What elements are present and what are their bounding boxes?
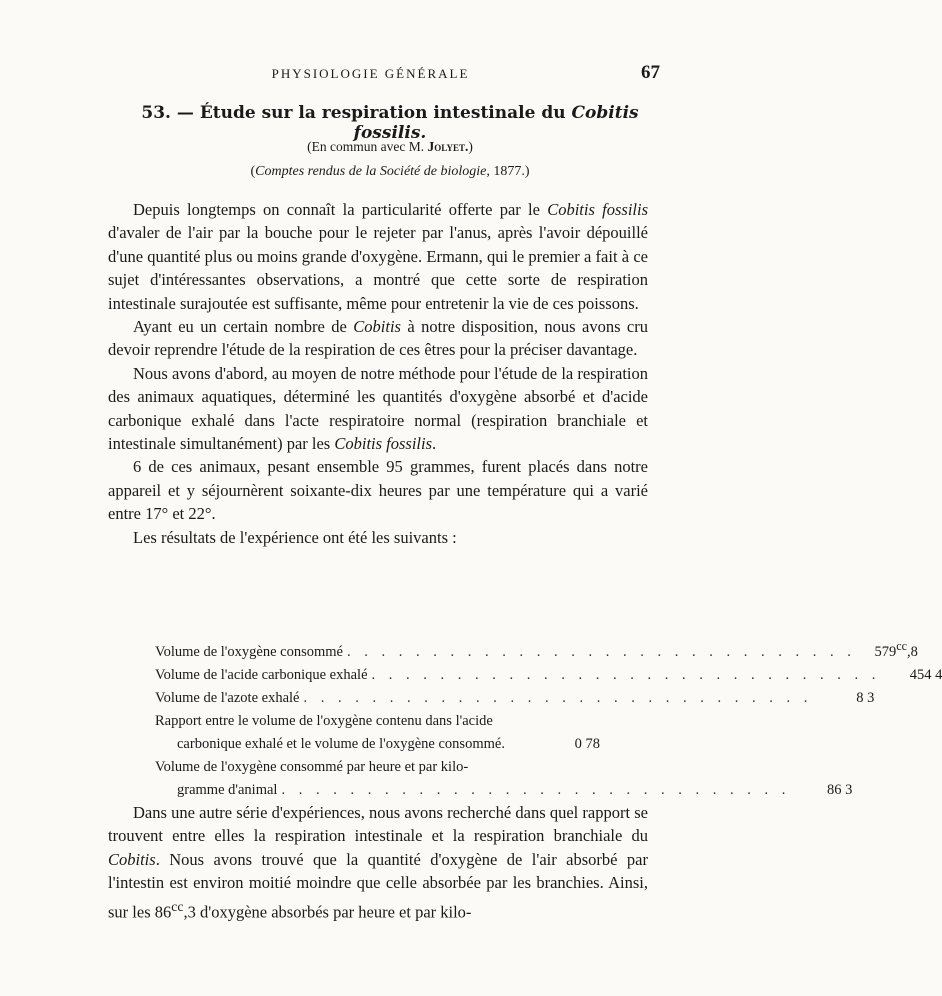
article-title-species: Cobitis fossilis. [353,103,639,143]
result-value: 0 78 [574,735,600,752]
p2-text-a: Ayant eu un certain nombre de [133,317,354,337]
result-label: Volume de l'acide carbonique exhalé [155,666,368,683]
result-row-co2 [155,664,942,687]
p2-species: Cobitis [353,317,401,337]
value-decimal: ,8 [907,643,918,660]
p6-unit: cc [171,898,184,914]
page-number: 67 [641,62,660,83]
source-year: 1877.) [493,164,530,179]
article-title [110,103,670,143]
leader-dots: . . . . . . . . . . . . . . . . . . . . . . . . . . . . . . [347,643,856,660]
p6-species: Cobitis [108,849,156,869]
p6-text-b: . Nous avons trouvé que la quantité d'oxygène de l'air absorbé par l'intestin est environ moitié moindre que celle absorbée par les branchies. Ainsi, sur les 86 [108,849,648,922]
value-main: 579 [874,643,897,660]
result-label: Volume de l'oxygène consommé [155,643,343,660]
result-row-ratio [155,733,600,756]
result-label: gramme d'animal [177,781,278,798]
p1-text-a: Depuis longtemps on connaît la particularité offerte par le [133,200,548,219]
collab-suffix: ) [468,139,473,154]
value-unit: cc [896,639,907,653]
p3-text-a: Nous avons d'abord, au moyen de notre méthode pour l'étude de la respiration des animaux aquatiques, déterminé les quantités d'oxygène absorbé et d'acide carbonique exhalé dans l'acte respiratoire normal (respiration branchiale et intestinale simultanément) par les [108,363,648,454]
article-number: 53. — [141,103,194,123]
running-head [100,62,660,84]
result-value: 454 4 [909,666,942,683]
p3-text-b: . [432,434,437,454]
p1-species: Cobitis fossilis [547,200,648,219]
result-label: carbonique exhalé et le volume de l'oxygène consommé. [177,735,505,752]
result-row-oxygen [155,635,918,664]
result-value [860,635,918,664]
collab-prefix: (En commun avec M. [307,139,425,154]
result-value: 86 3 [826,781,853,798]
collaboration-note [110,139,670,155]
source-journal: Comptes rendus de la Société de biologie, [255,164,490,179]
source-open: ( [250,164,256,179]
leader-dots: . . . . . . . . . . . . . . . . . . . . . . . . . . . . . . [303,689,813,706]
results-table [155,635,942,802]
p1-text-b: d'avaler de l'air par la bouche pour le rejeter par l'anus, après l'avoir dépouillé d'une quantité plus ou moins grande d'oxygène. Ermann, qui le premier a fait à ce sujet d'intéressantes observations, a montré que cette sorte de respiration intestinale surajoutée est suffisante, même pour entretenir la vie de ces poissons. [108,223,648,313]
paragraph-4: 6 de ces animaux, pesant ensemble 95 grammes, furent placés dans notre appareil et y séjournèrent soixante-dix heures par une température qui a varié entre 17° et 22°. [108,457,648,524]
ratio-label-line-1: Rapport entre le volume de l'oxygène contenu dans l'acide [155,712,493,729]
body-upper [108,198,648,549]
result-row-nitrogen [155,687,875,710]
paragraph-6 [108,801,648,924]
running-head-title: PHYSIOLOGIE GÉNÉRALE [271,66,470,81]
leader-dots: . . . . . . . . . . . . . . . . . . . . . . . . . . . . . . [281,781,791,798]
paragraph-1 [108,198,648,315]
hourly-label-line-1: Volume de l'oxygène consommé par heure et par kilo- [155,758,469,775]
source-citation [110,164,670,180]
p6-text-c: ,3 d'oxygène absorbés par heure et par kilo- [183,902,472,922]
article-title-main: Étude sur la respiration intestinale du [199,103,566,123]
result-value: 8 3 [856,689,875,706]
p6-text-a: Dans une autre série d'expériences, nous avons recherché dans quel rapport se trouvent entre elles la respiration intestinale et la respiration branchiale du [108,803,648,846]
result-label: Volume de l'azote exhalé [155,689,300,706]
paragraph-5: Les résultats de l'expérience ont été les suivants : [133,527,457,547]
body-lower [108,801,648,924]
paragraph-2 [108,315,648,362]
collab-name: Jolyet. [427,139,469,154]
paragraph-3 [108,362,648,456]
p2-text-b: à notre disposition, nous avons cru devoir reprendre l'étude de la respiration de ces êtres pour la préciser davantage. [108,317,648,360]
result-row-hourly [155,779,853,802]
leader-dots: . . . . . . . . . . . . . . . . . . . . . . . . . . . . . . [371,666,881,683]
p3-species: Cobitis fossilis [334,434,433,454]
